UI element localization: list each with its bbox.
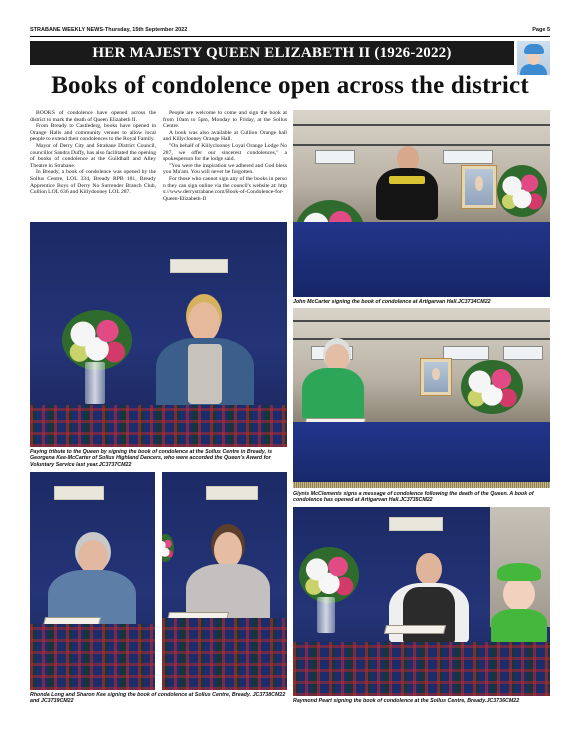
photo-john-mccarter bbox=[293, 110, 550, 297]
ceiling-beam bbox=[293, 338, 550, 340]
table-fringe bbox=[293, 482, 550, 488]
hall-window bbox=[503, 346, 543, 360]
tartan-table-cloth bbox=[162, 618, 287, 690]
tartan-table-cloth bbox=[30, 624, 155, 690]
glass-vase bbox=[317, 597, 335, 633]
queen-portrait-green bbox=[489, 567, 549, 643]
caption-georgena: Paying tribute to the Queen by signing the book of condolence at the Sollus Centre in Bready, is Georgena Kee-McCarter of Sollus Highland Dancers, who were accorded the Queen's Award for Voluntary Service last year.JC3737CM22 bbox=[30, 449, 273, 468]
caption-raymond-peart: Raymond Peart signing the book of condolence at the Sollus Centre, Bready.JC3736CM22 bbox=[293, 698, 520, 704]
condolence-book bbox=[384, 625, 446, 634]
caption-glynis-mcclements: Glynis McClements signs a message of condolence following the death of the Queen. A book of condolence has opened at Artigarvan Hall.JC3735CM22 bbox=[293, 491, 534, 504]
glynis-mcclements bbox=[299, 344, 369, 424]
caption-rhonda-sharon: Rhonda Long and Sharon Kee signing the book of condolence at Sollus Centre, Bready. JC3738CM22 and JC3739CM22 bbox=[30, 692, 286, 705]
ceiling-beam bbox=[293, 320, 550, 322]
article-paragraph: A book was also available at Cullion Orange hall and Killyclooney Orange Hall. bbox=[163, 129, 287, 143]
john-mccarter bbox=[371, 146, 441, 226]
wall-sign bbox=[170, 259, 228, 273]
wall-sign bbox=[206, 486, 258, 500]
tartan-table-cloth bbox=[293, 642, 550, 696]
article-paragraph: For those who cannot sign any of the books in person they can sign online via the council's website at: https://www.derrystrabane.com/Book-of-Condolence-for-Queen-Elizabeth-II bbox=[163, 175, 287, 202]
table-cloth bbox=[293, 222, 550, 297]
article-paragraph: Mayor of Derry City and Strabane District Council, councillor Sandra Duffy, has also facilitated the opening of books of condolence at the Guildhall and Alley Theatre in Strabane. bbox=[30, 142, 156, 169]
flower-arrangement bbox=[497, 165, 547, 217]
georgena-kee-mccarter bbox=[150, 302, 260, 412]
article-paragraph: People are welcome to come and sign the book at from 10am to 5pm, Monday to Friday, at the Sollus Centre. bbox=[163, 110, 287, 130]
wall-sign bbox=[389, 517, 443, 531]
flower-arrangement bbox=[162, 534, 174, 562]
portrait-hat bbox=[524, 44, 544, 54]
masthead-date: STRABANE WEEKLY NEWS-Thursday, 15th September 2022 bbox=[30, 27, 188, 33]
photo-raymond-peart bbox=[293, 507, 550, 696]
article-column-1 bbox=[30, 110, 156, 196]
wall-sign bbox=[54, 486, 104, 500]
photo-rhonda-long bbox=[30, 472, 155, 690]
article-paragraph: In Bready, a book of condolence was opened by the Sollus Centre, LOL 334, Bready RPB 181, Bready Apprentice Boys of Derry No Surrender Branch Club, Cullion LOL 636 and Killydooney LOL 287. bbox=[30, 169, 156, 196]
article-paragraph: From Bready to Castlederg, books have opened in Orange Halls and community venues to allow local people to extend their condolences to the Royal Family. bbox=[30, 123, 156, 143]
page-number: Page 5 bbox=[532, 27, 550, 33]
article-paragraph: "On behalf of Killyclooney Loyal Orange Lodge No 287, we offer our sincerest condolences," a spokesperson for the lodge said. bbox=[163, 142, 287, 163]
ceiling-beam bbox=[293, 124, 550, 126]
hall-window bbox=[443, 150, 493, 164]
flower-arrangement bbox=[299, 547, 359, 603]
photo-sharon-kee bbox=[162, 472, 287, 690]
article-paragraph: BOOKS of condolence have opened across the district to mark the death of Queen Elizabeth II. bbox=[30, 110, 156, 123]
queen-portrait-thumbnail bbox=[517, 41, 550, 75]
article-column-2 bbox=[163, 110, 287, 202]
table-cloth bbox=[293, 422, 550, 488]
caption-john-mccarter: John McCarter signing the book of condolence at Artigarvan Hall.JC3734CM22 bbox=[293, 299, 491, 305]
page-headline: Books of condolence open across the district bbox=[51, 72, 529, 99]
section-banner: HER MAJESTY QUEEN ELIZABETH II (1926-2022) bbox=[30, 41, 514, 65]
photo-glynis-mcclements bbox=[293, 308, 550, 488]
hall-window bbox=[315, 150, 355, 164]
flower-arrangement bbox=[461, 360, 523, 414]
queen-portrait-easel bbox=[420, 358, 452, 396]
photo-georgena-kee-mccarter bbox=[30, 222, 287, 447]
queen-portrait-easel bbox=[461, 165, 497, 209]
masthead bbox=[30, 27, 550, 37]
article-paragraph: "You were the inspiration we adhered and God bless you Ma'am. You will never be forgotten. bbox=[163, 162, 287, 176]
glass-vase bbox=[85, 362, 105, 404]
tartan-table-cloth bbox=[30, 405, 287, 447]
flower-arrangement bbox=[62, 310, 132, 370]
